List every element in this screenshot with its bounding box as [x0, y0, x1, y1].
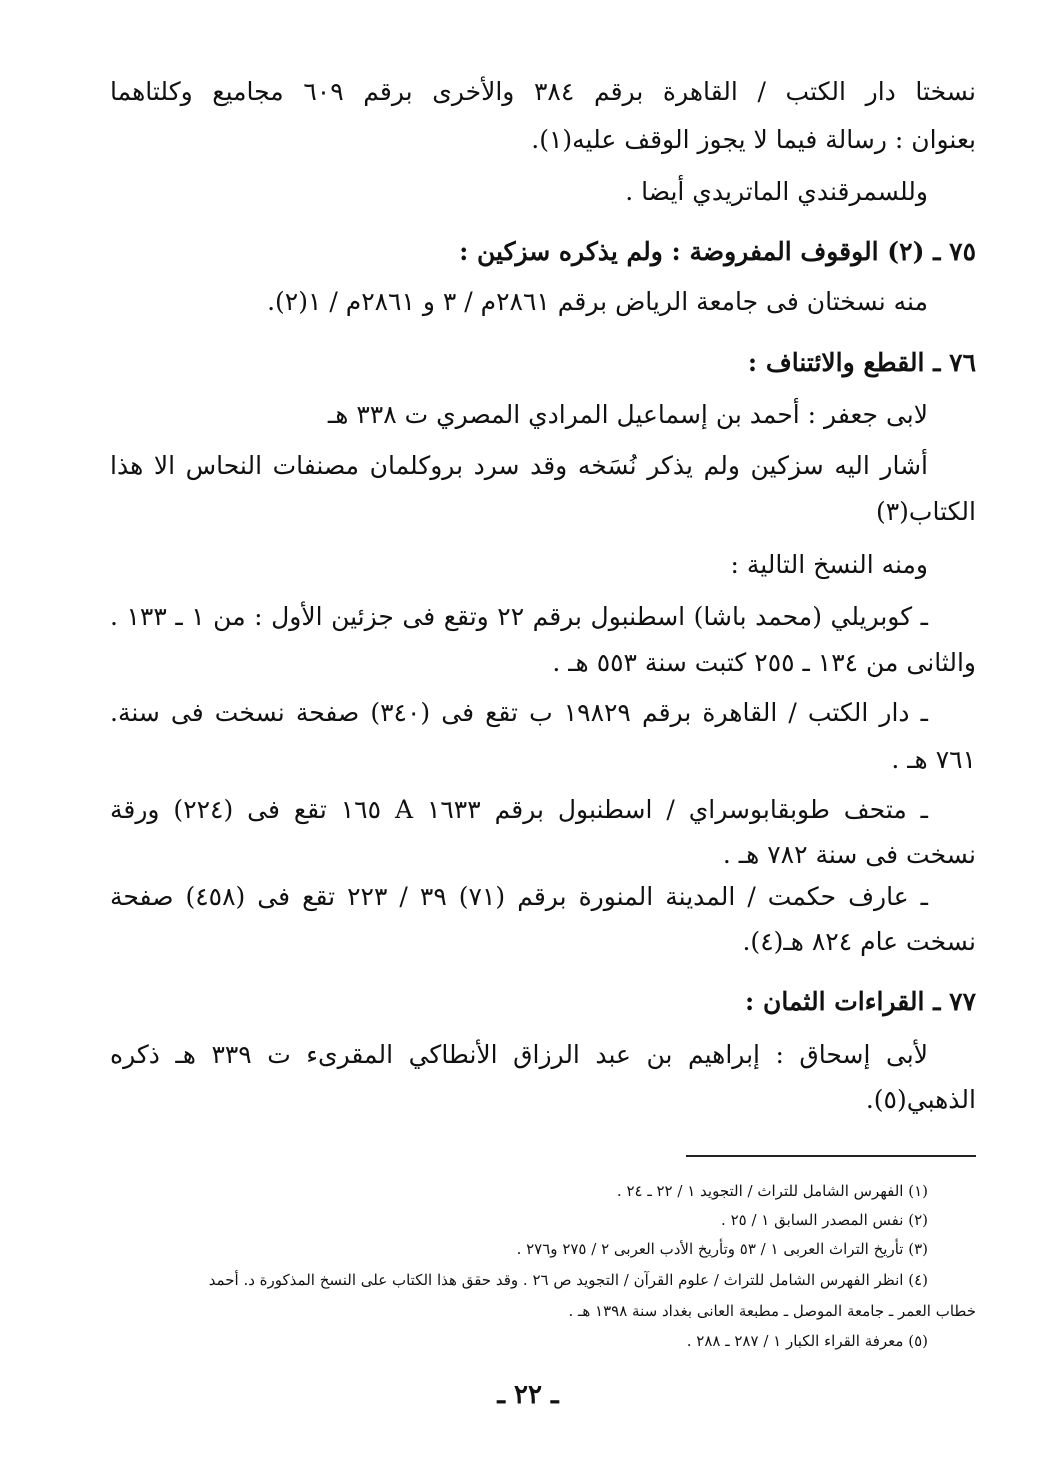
- footnote-2: (٢) نفس المصدر السابق ١ / ٢٥ .: [721, 1211, 928, 1229]
- list-item-arif-hikmet-cont: نسخت عام ٨٢٤ هـ(٤).: [742, 927, 976, 956]
- body-line-9: الكتاب(٣): [875, 497, 976, 526]
- body-line-20: لأبى إسحاق : إبراهيم بن عبد الرزاق الأنطاكي المقرىء ت ٣٣٩ هـ ذكره: [110, 1040, 929, 1069]
- body-line-10: ومنه النسخ التالية :: [730, 550, 928, 579]
- list-item-dar-alkutub-cont: ٧٦١ هـ .: [891, 745, 976, 774]
- page-number: ـ ٢٢ ـ: [497, 1380, 559, 1410]
- footnote-separator: [686, 1155, 976, 1157]
- body-line-2: بعنوان : رسالة فيما لا يجوز الوقف عليه(١).: [531, 125, 976, 154]
- body-line-1: نسختا دار الكتب / القاهرة برقم ٣٨٤ والأخرى برقم ٦٠٩ مجاميع وكلتاهما: [110, 77, 976, 106]
- footnote-1: (١) الفهرس الشامل للتراث / التجويد ١ / ٢٢ ـ ٢٤ .: [616, 1182, 928, 1200]
- section-heading-77: ٧٧ ـ القراءات الثمان :: [745, 987, 976, 1016]
- footnote-3: (٣) تأريخ التراث العربى ١ / ٥٣ وتأريخ الأدب العربى ٢ / ٢٧٥ و٢٧٦ .: [516, 1240, 928, 1258]
- body-line-5: منه نسختان فى جامعة الرياض برقم ٢٨٦١م / ٣ و ٢٨٦١م / ١(٢).: [267, 287, 928, 316]
- footnote-5: (٥) معرفة القراء الكبار ١ / ٢٨٧ ـ ٢٨٨ .: [686, 1332, 928, 1350]
- body-line-21: الذهبي(٥).: [865, 1085, 976, 1114]
- list-item-topkapi-cont: نسخت فى سنة ٧٨٢ هـ .: [722, 840, 976, 869]
- body-line-7: لابى جعفر : أحمد بن إسماعيل المرادي المصري ت ٣٣٨ هـ: [327, 400, 928, 429]
- body-line-8: أشار اليه سزكين ولم يذكر نُسَخه وقد سرد بروكلمان مصنفات النحاس الا هذا: [110, 451, 928, 480]
- section-heading-76: ٧٦ ـ القطع والائتناف :: [747, 348, 976, 377]
- footnote-4: (٤) انظر الفهرس الشامل للتراث / علوم القرآن / التجويد ص ٢٦ . وقد حقق هذا الكتاب على النسخ المذكورة د. أحمد: [208, 1271, 928, 1289]
- body-line-3: وللسمرقندي الماتريدي أيضا .: [625, 177, 928, 206]
- list-item-topkapi: ـ متحف طوبقابوسراي / اسطنبول برقم ١٦٣٣ A ١٦٥ تقع فى (٢٢٤) ورقة: [110, 795, 929, 824]
- list-item-arif-hikmet: ـ عارف حكمت / المدينة المنورة برقم (٧١) ٣٩ / ٢٢٣ تقع فى (٤٥٨) صفحة: [110, 882, 928, 911]
- list-item-koprulu-cont: والثانى من ١٣٤ ـ ٢٥٥ كتبت سنة ٥٥٣ هـ .: [552, 648, 976, 677]
- footnote-4-cont: خطاب العمر ـ جامعة الموصل ـ مطبعة العانى بغداد سنة ١٣٩٨ هـ .: [568, 1302, 976, 1320]
- list-item-dar-alkutub: ـ دار الكتب / القاهرة برقم ١٩٨٢٩ ب تقع فى (٣٤٠) صفحة نسخت فى سنة.: [110, 698, 928, 727]
- list-item-koprulu: ـ كوبريلي (محمد باشا) اسطنبول برقم ٢٢ وتقع فى جزئين الأول : من ١ ـ ١٣٣ .: [110, 602, 928, 631]
- section-heading-75: ٧٥ ـ (٢) الوقوف المفروضة : ولم يذكره سزكين :: [459, 237, 976, 266]
